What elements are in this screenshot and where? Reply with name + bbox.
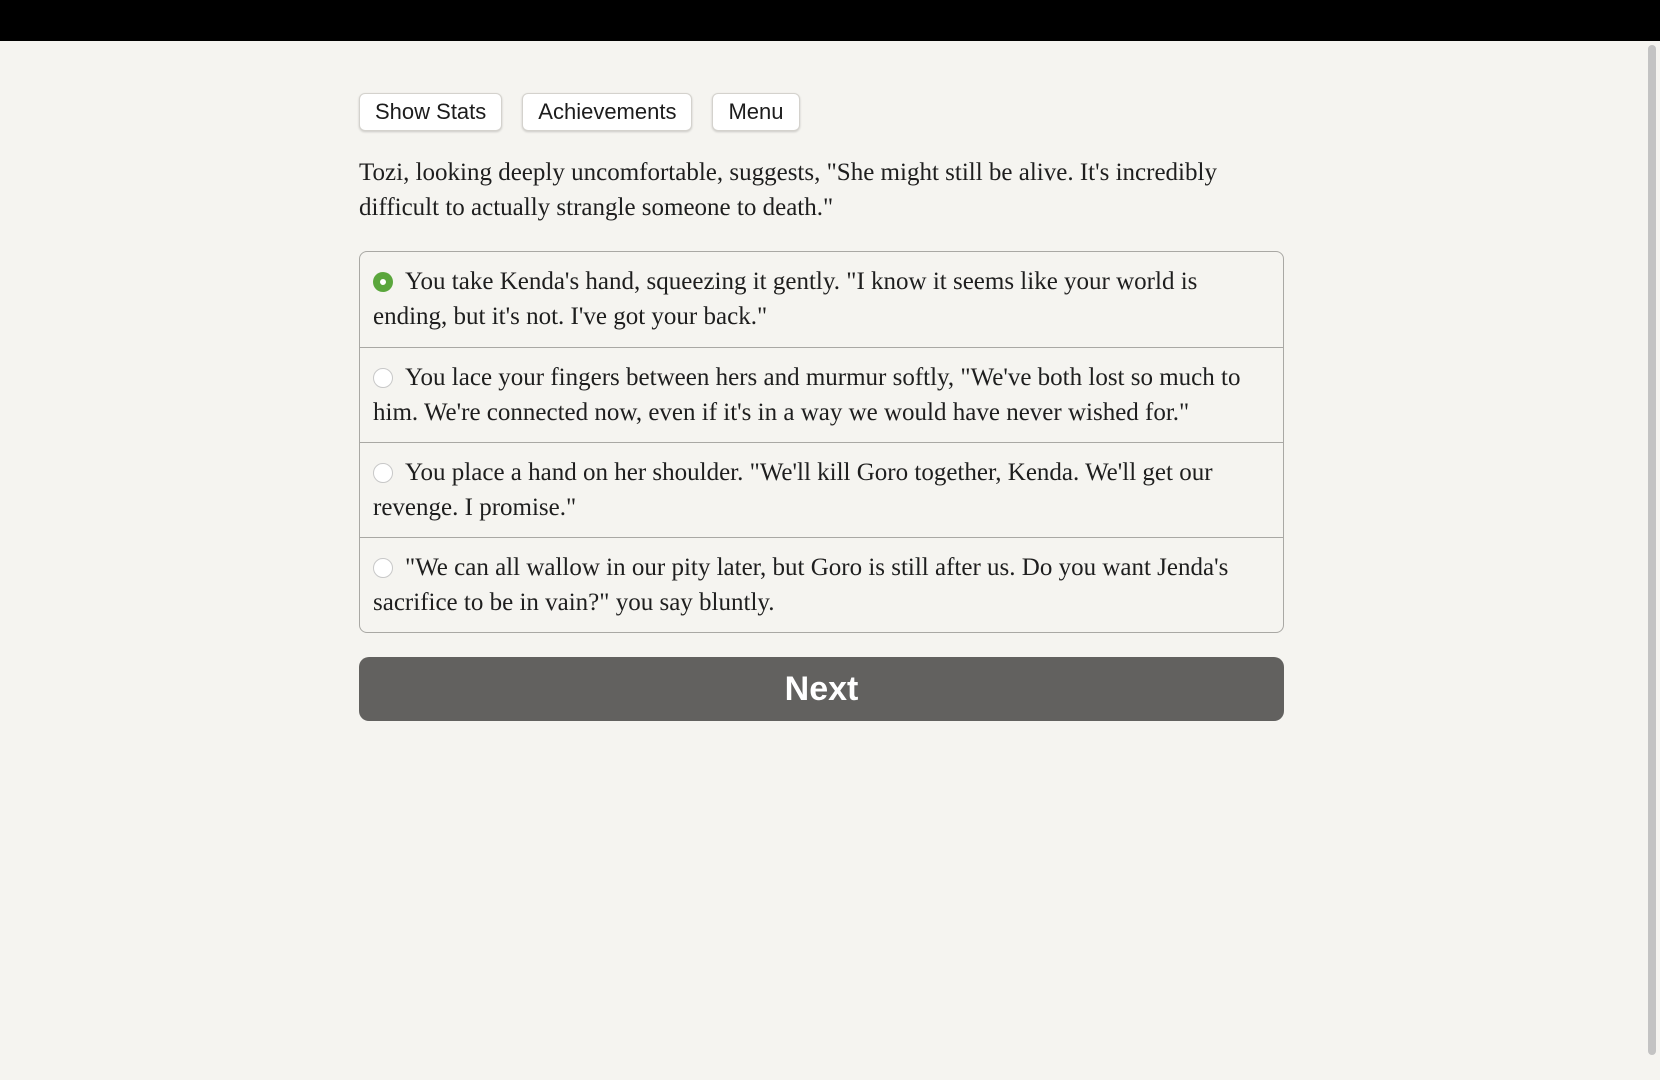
choice-text: "We can all wallow in our pity later, but Goro is still after us. Do you want Jenda's sacrifice to be in vain?" you say bluntly.	[373, 554, 1229, 616]
radio-unselected-icon[interactable]	[373, 558, 393, 578]
achievements-button[interactable]: Achievements	[522, 93, 692, 131]
next-button[interactable]: Next	[359, 657, 1284, 721]
choice-text: You lace your fingers between hers and murmur softly, "We've both lost so much to him. We're connected now, even if it's in a way we would have never wished for."	[373, 364, 1241, 426]
scrollbar[interactable]	[1644, 41, 1660, 1080]
radio-unselected-icon[interactable]	[373, 463, 393, 483]
choice-option-2[interactable]	[360, 347, 1283, 442]
choice-text: You place a hand on her shoulder. "We'll kill Goro together, Kenda. We'll get our revenge. I promise."	[373, 459, 1213, 521]
scrollbar-thumb[interactable]	[1648, 45, 1656, 1055]
choice-list	[359, 251, 1284, 633]
radio-selected-icon[interactable]	[373, 272, 393, 292]
choice-text: You take Kenda's hand, squeezing it gently. "I know it seems like your world is ending, but it's not. I've got your back."	[373, 268, 1198, 330]
show-stats-button[interactable]: Show Stats	[359, 93, 502, 131]
window-top-bar	[0, 0, 1660, 41]
radio-unselected-icon[interactable]	[373, 368, 393, 388]
game-content	[359, 93, 1284, 721]
toolbar	[359, 93, 1284, 131]
choice-option-1[interactable]	[360, 252, 1283, 347]
menu-button[interactable]: Menu	[712, 93, 799, 131]
choice-option-3[interactable]	[360, 442, 1283, 537]
choice-option-4[interactable]	[360, 537, 1283, 632]
narration-text: Tozi, looking deeply uncomfortable, suggests, "She might still be alive. It's incredibly difficult to actually strangle someone to death."	[359, 159, 1217, 221]
